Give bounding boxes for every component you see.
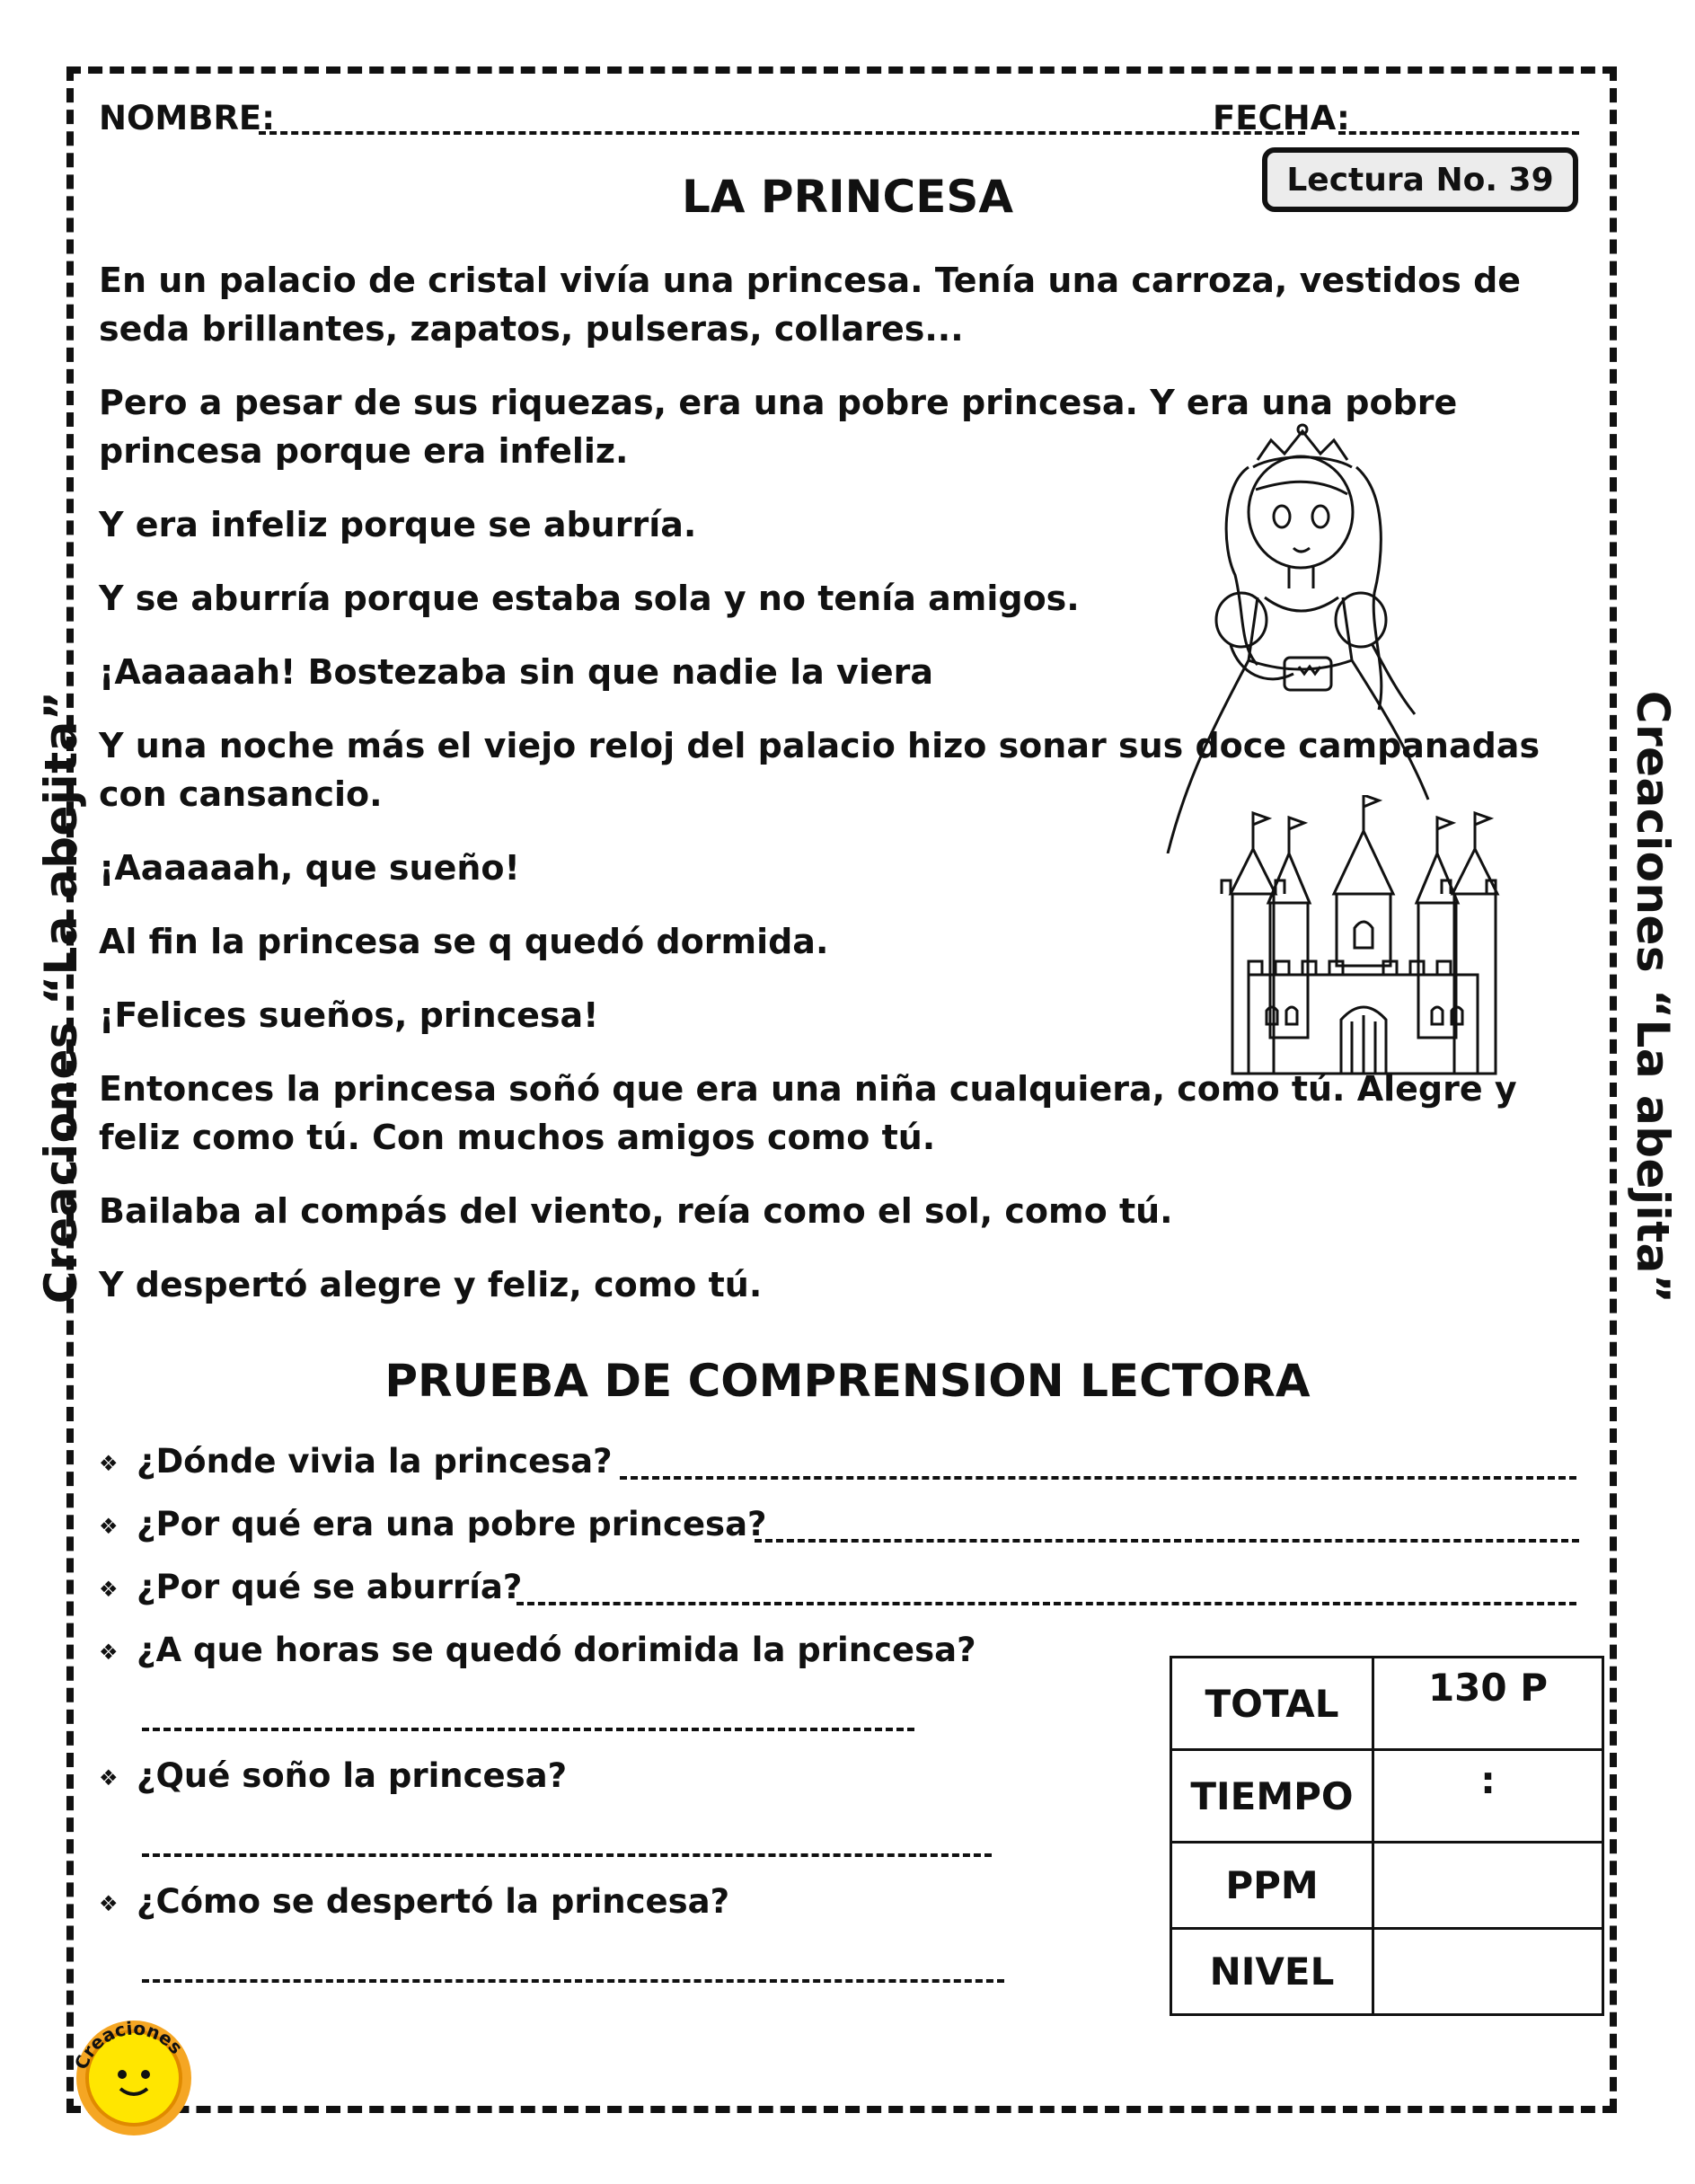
score-label: PPM — [1171, 1843, 1373, 1929]
score-value[interactable] — [1373, 1929, 1603, 2015]
question-text: ¿Por qué se aburría? — [137, 1568, 523, 1606]
answer-line[interactable] — [142, 1979, 1004, 1983]
bee-logo — [66, 2008, 201, 2143]
diamond-bullet-icon: ❖ — [99, 1451, 119, 1476]
question-item — [99, 1631, 1132, 1693]
answer-line[interactable] — [142, 1853, 992, 1857]
answer-line[interactable] — [755, 1539, 1579, 1543]
nombre-field[interactable] — [259, 131, 1305, 135]
diamond-bullet-icon: ❖ — [99, 1640, 119, 1665]
side-credit-right: Creaciones “La abejita” — [1627, 690, 1679, 1304]
question-text: ¿Qué soño la princesa? — [137, 1756, 568, 1795]
fecha-field[interactable] — [1338, 131, 1579, 135]
question-text: ¿Cómo se despertó la princesa? — [137, 1882, 730, 1921]
question-text: ¿Por qué era una pobre princesa? — [137, 1505, 767, 1543]
score-row — [1171, 1658, 1603, 1750]
princess-illustration — [1159, 404, 1446, 853]
diamond-bullet-icon: ❖ — [99, 1514, 119, 1539]
quiz-title: PRUEBA DE COMPRENSION LECTORA — [384, 1355, 1311, 1407]
story-paragraph: Bailaba al compás del viento, reía como el sol, como tú. — [99, 1191, 1173, 1231]
answer-line[interactable] — [516, 1602, 1576, 1605]
story-paragraph: Y una noche más el viejo reloj del palacio hizo sonar sus doce campanadas con cansancio. — [99, 726, 1541, 814]
answer-line[interactable] — [620, 1476, 1576, 1480]
question-item — [99, 1442, 1581, 1505]
logo-text: Creaciones — [70, 2017, 188, 2073]
nombre-label: NOMBRE: — [99, 99, 276, 137]
score-label: NIVEL — [1171, 1929, 1373, 2015]
question-text: ¿A que horas se quedó dorimida la princesa? — [137, 1631, 976, 1669]
story-paragraph: ¡Felices sueños, princesa! — [99, 995, 599, 1035]
score-row — [1171, 1843, 1603, 1929]
question-item — [99, 1882, 1132, 1945]
story-paragraph: Y era infeliz porque se aburría. — [99, 505, 697, 544]
score-label: TOTAL — [1171, 1658, 1373, 1750]
castle-illustration — [1213, 795, 1514, 1078]
page-title: LA PRINCESA — [681, 171, 1014, 223]
story-paragraph: En un palacio de cristal vivía una princesa. Tenía una carroza, vestidos de seda brillantes, zapatos, pulseras, collares... — [99, 261, 1522, 349]
question-item — [99, 1756, 1132, 1819]
score-value[interactable]: 130 P — [1373, 1658, 1603, 1750]
score-value[interactable] — [1373, 1843, 1603, 1929]
answer-line[interactable] — [142, 1728, 914, 1731]
story-paragraph: Al fin la princesa se q quedó dormida. — [99, 922, 829, 961]
score-table — [1170, 1656, 1604, 2016]
score-value[interactable]: : — [1373, 1750, 1603, 1843]
diamond-bullet-icon: ❖ — [99, 1577, 119, 1602]
diamond-bullet-icon: ❖ — [99, 1765, 119, 1791]
story-paragraph: Y despertó alegre y feliz, como tú. — [99, 1265, 763, 1304]
story-paragraph: Entonces la princesa soñó que era una niña cualquiera, como tú. Alegre y feliz como tú. Con muchos amigos como tú. — [99, 1069, 1517, 1157]
question-item — [99, 1505, 1581, 1568]
score-label: TIEMPO — [1171, 1750, 1373, 1843]
score-row — [1171, 1929, 1603, 2015]
side-credit-left: Creaciones “La abejita” — [35, 690, 87, 1304]
story-paragraph: ¡Aaaaaah, que sueño! — [99, 848, 520, 888]
story-paragraph: Pero a pesar de sus riquezas, era una pobre princesa. Y era una pobre princesa porque era infeliz. — [99, 383, 1458, 471]
header-row — [99, 99, 1581, 144]
fecha-label: FECHA: — [1213, 99, 1350, 137]
lectura-number-badge: Lectura No. 39 — [1262, 147, 1578, 212]
story-paragraph: ¡Aaaaaah! Bostezaba sin que nadie la viera — [99, 652, 933, 692]
question-item — [99, 1568, 1581, 1631]
diamond-bullet-icon: ❖ — [99, 1891, 119, 1916]
story-paragraph: Y se aburría porque estaba sola y no tenía amigos. — [99, 579, 1080, 618]
question-text: ¿Dónde vivia la princesa? — [137, 1442, 613, 1481]
score-row — [1171, 1750, 1603, 1843]
